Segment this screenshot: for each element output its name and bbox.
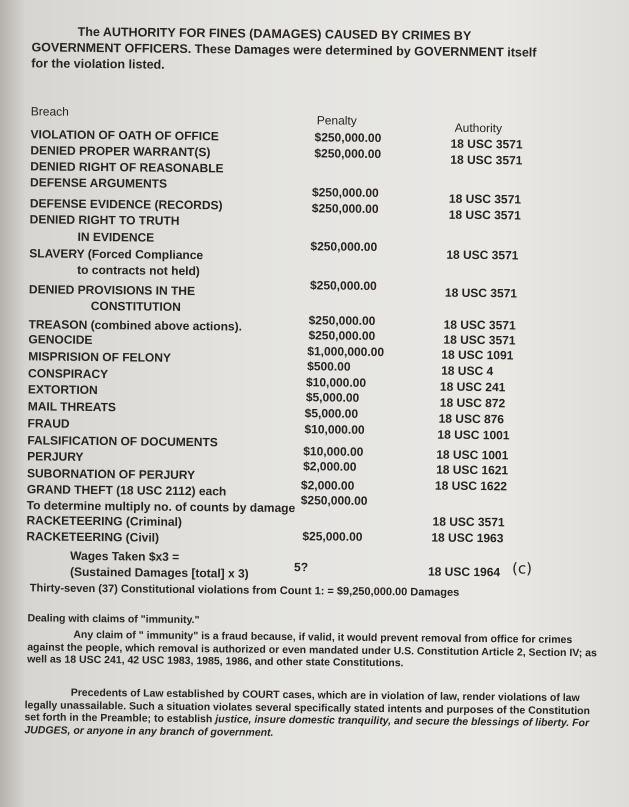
intro-line-1: The AUTHORITY FOR FINES (DAMAGES) CAUSED BY CRIMES BY [77, 24, 472, 43]
authority-value: 18 USC 3571 [443, 317, 516, 333]
authority-value: 18 USC 872 [439, 395, 506, 411]
penalty-header: Penalty [316, 113, 357, 128]
breach-item: GENOCIDE [28, 332, 93, 347]
penalty-value: $250,000.00 [300, 493, 368, 508]
authority-value: 18 USC 1001 [437, 427, 510, 443]
authority-value: 18 USC 876 [438, 411, 505, 427]
breach-item: CONSTITUTION [90, 298, 181, 314]
immunity-paragraph-2-italic: justice, insure domestic tranquility, and secure the blessings of liberty. For JUDGES, or anyone in any branch of government. [24, 713, 590, 739]
penalty-value: $250,000.00 [314, 146, 382, 161]
immunity-paragraph-1: Any claim of " immunity" is a fraud because, if valid, it would prevent removal from office for crimes against the people, which removal is authorized or even mandated under U.S. Constitution Article 2, Section IV; as well as 18 USC 241, 42 USC 1983, 1985, 1986, and other state Constitutions. [27, 628, 597, 670]
penalty-value: $250,000.00 [308, 328, 376, 343]
breach-item: GRAND THEFT (18 USC 2112) each [26, 482, 227, 499]
summary-line: Thirty-seven (37) Constitutional violations from Count 1: = $9,250,000.00 Damages [29, 582, 460, 599]
penalty-value: 5? [294, 560, 309, 575]
authority-value: 18 USC 3571 [443, 332, 516, 348]
breach-item: RACKETEERING (Criminal) [26, 513, 182, 529]
penalty-value: $500.00 [307, 359, 351, 374]
penalty-value: $250,000.00 [311, 185, 379, 200]
breach-header: Breach [30, 104, 69, 119]
authority-value: 18 USC 4 [441, 363, 494, 379]
penalty-value: $2,000.00 [300, 478, 355, 493]
authority-value: 18 USC 3571 [432, 514, 505, 530]
breach-item: (Sustained Damages [total] x 3) [69, 564, 249, 581]
penalty-value: $5,000.00 [305, 390, 360, 405]
handwritten-mark: (c) [511, 559, 533, 578]
authority-value: 18 USC 1621 [436, 462, 509, 478]
authority-value: 18 USC 3571 [448, 191, 522, 207]
penalty-value: $10,000.00 [304, 422, 365, 437]
immunity-paragraph-2-text: Precedents of Law established by COURT cases, which are in violation of law, render violations of law legally unassailable. Such a situation violates several specifically stated intents and purposes of the Constitution set forth in the Preamble; to establish [24, 686, 591, 726]
authority-value: 18 USC 1001 [436, 447, 509, 463]
authority-value: 18 USC 3571 [450, 152, 523, 168]
immunity-paragraph-2 [24, 686, 599, 742]
penalty-value: $5,000.00 [304, 406, 359, 421]
authority-value: 18 USC 1963 [431, 530, 504, 546]
intro-line-2: GOVERNMENT OFFICERS. These Damages were determined by GOVERNMENT itself [31, 40, 537, 60]
penalty-value: $250,000.00 [310, 239, 378, 254]
breach-item: FRAUD [27, 416, 70, 431]
penalty-value: $25,000.00 [302, 529, 363, 544]
immunity-heading: Dealing with claims of "immunity." [27, 612, 200, 627]
breach-item: SUBORNATION OF PERJURY [26, 466, 196, 483]
breach-item: RACKETEERING (Civil) [26, 529, 160, 545]
breach-item: SLAVERY (Forced Compliance [29, 246, 204, 263]
breach-item: FALSIFICATION OF DOCUMENTS [27, 433, 218, 450]
breach-item: to contracts not held) [77, 262, 200, 279]
authority-header: Authority [454, 120, 503, 136]
breach-item: PERJURY [27, 449, 84, 464]
authority-value: 18 USC 1091 [441, 347, 514, 363]
breach-item: Wages Taken $x3 = [70, 548, 180, 564]
breach-item: EXTORTION [27, 382, 98, 398]
authority-value: 18 USC 3571 [444, 285, 518, 301]
breach-item: TREASON (combined above actions). [28, 317, 243, 334]
penalty-value: $2,000.00 [303, 459, 357, 474]
breach-item: DENIED RIGHT OF REASONABLE [30, 159, 224, 176]
penalty-value: $1,000,000.00 [307, 344, 385, 360]
authority-value: 18 USC 241 [439, 379, 506, 395]
breach-item: DENIED PROPER WARRANT(S) [30, 143, 211, 160]
penalty-value: $250,000.00 [309, 278, 377, 293]
authority-value: 18 USC 3571 [448, 207, 521, 223]
penalty-value: $10,000.00 [305, 375, 367, 390]
penalty-value: $250,000.00 [308, 313, 376, 328]
breach-item: MAIL THREATS [27, 399, 117, 415]
authority-value: 18 USC 3571 [450, 136, 523, 152]
intro-line-3: for the violation listed. [31, 56, 165, 72]
breach-item: CONSPIRACY [28, 366, 109, 382]
breach-item: VIOLATION OF OATH OF OFFICE [30, 127, 219, 144]
penalty-value: $250,000.00 [314, 130, 382, 146]
authority-value: 18 USC 3571 [446, 247, 519, 263]
breach-item: DENIED RIGHT TO TRUTH [29, 212, 180, 228]
penalty-value: $250,000.00 [311, 201, 379, 216]
breach-item: IN EVIDENCE [77, 229, 155, 245]
breach-item: To determine multiply no. of counts by damage [26, 498, 296, 516]
breach-item: DENIED PROVISIONS IN THE [28, 282, 196, 299]
penalty-value: $10,000.00 [303, 444, 364, 459]
breach-item: MISPRISION OF FELONY [28, 349, 172, 365]
authority-value: 18 USC 1622 [434, 478, 508, 494]
breach-item: DEFENSE EVIDENCE (RECORDS) [29, 196, 223, 213]
breach-item: DEFENSE ARGUMENTS [30, 175, 168, 191]
authority-value: 18 USC 1964 [427, 564, 501, 580]
